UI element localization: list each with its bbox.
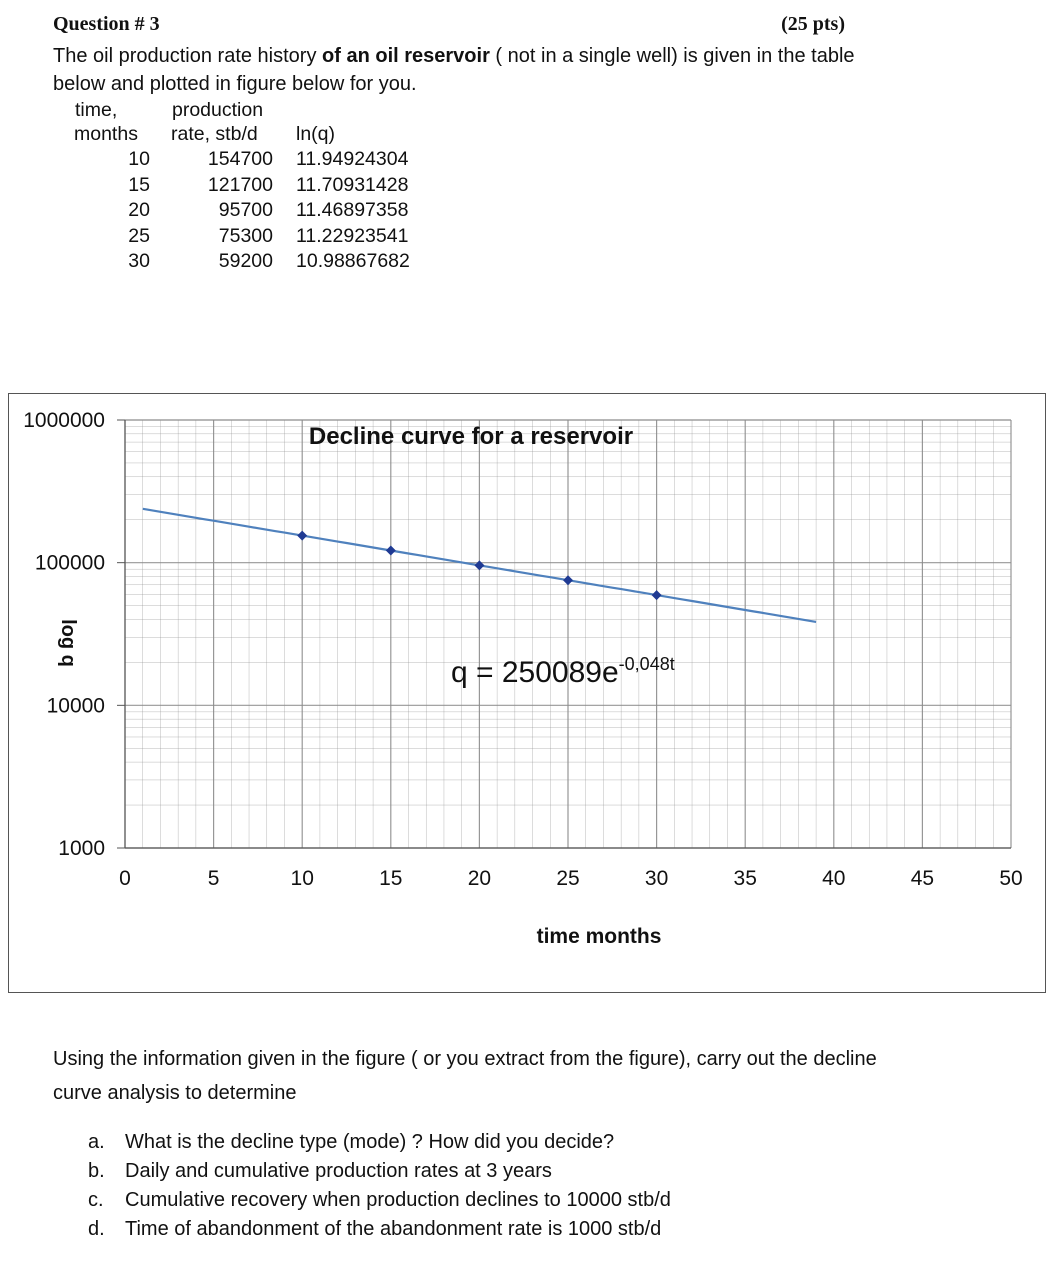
- table-cell-ln: 11.70931428: [296, 173, 409, 196]
- table-header-time: time,: [75, 99, 118, 121]
- table-cell-t: 10: [128, 148, 150, 170]
- table-cell-q: 95700: [218, 199, 273, 221]
- table-cell-ln: 11.94924304: [296, 148, 409, 170]
- instructions: [53, 1042, 1013, 1110]
- x-tick-label: 35: [733, 867, 757, 890]
- instructions-line-1: Using the information given in the figure ( or you extract from the figure), carry out the decline: [53, 1048, 877, 1070]
- list-marker: d.: [88, 1218, 105, 1240]
- table-header-months: months: [74, 123, 138, 145]
- table-cell-q: 75300: [218, 224, 273, 247]
- y-tick-label: 1000000: [23, 409, 105, 432]
- table-header-lnq: ln(q): [296, 123, 336, 145]
- x-tick-label: 25: [556, 867, 580, 890]
- data-point: [474, 560, 484, 570]
- question-header: [53, 13, 853, 41]
- equation-exponent: -0,048t: [618, 654, 675, 674]
- x-tick-label: 5: [207, 867, 220, 890]
- x-tick-label: 10: [290, 867, 314, 890]
- x-tick-label: 45: [910, 867, 935, 890]
- intro-part-d: below and plotted in figure below for you.: [53, 73, 417, 95]
- list-marker: c.: [88, 1189, 104, 1211]
- table-header-production: production: [172, 99, 264, 121]
- table-cell-q: 154700: [207, 148, 273, 170]
- list-text: What is the decline type (mode) ? How did you decide?: [125, 1131, 615, 1153]
- table-cell-ln: 10.98867682: [296, 250, 410, 272]
- intro-part-b: of an oil reservoir: [322, 45, 490, 67]
- table-cell-t: 30: [128, 250, 150, 272]
- y-axis-label: log q: [57, 619, 79, 667]
- instructions-line-2: curve analysis to determine: [53, 1082, 297, 1104]
- chart-title: Decline curve for a reservoir: [308, 423, 634, 450]
- list-marker: a.: [88, 1131, 105, 1153]
- intro-part-c: ( not in a single well) is given in the table: [489, 45, 855, 67]
- trend-equation: [451, 654, 675, 689]
- data-point: [386, 545, 396, 555]
- data-point: [563, 575, 573, 585]
- x-axis-label: time months: [536, 925, 662, 948]
- x-tick-label: 0: [119, 867, 131, 890]
- list-marker: b.: [88, 1160, 105, 1182]
- decline-chart: [8, 393, 1046, 993]
- list-text: Daily and cumulative production rates at 3 years: [125, 1160, 552, 1182]
- question-points: (25 pts): [781, 13, 845, 35]
- table-cell-ln: 11.22923541: [296, 224, 409, 247]
- table-cell-t: 15: [128, 173, 150, 196]
- table-cell-ln: 11.46897358: [296, 199, 409, 221]
- list-text: Time of abandonment of the abandonment rate is 1000 stb/d: [125, 1218, 662, 1240]
- y-tick-label: 1000: [58, 837, 105, 860]
- intro-part-a: The oil production rate history: [53, 45, 323, 67]
- data-point: [297, 531, 307, 541]
- x-tick-label: 40: [822, 867, 846, 890]
- table-cell-t: 25: [128, 224, 150, 247]
- x-tick-label: 50: [999, 867, 1023, 890]
- table-cell-q: 121700: [207, 173, 273, 196]
- x-tick-label: 30: [644, 867, 669, 890]
- table-header-rate: rate, stb/d: [171, 123, 258, 145]
- question-intro: [53, 42, 973, 98]
- question-title: Question # 3: [53, 13, 160, 35]
- list-text: Cumulative recovery when production declines to 10000 stb/d: [125, 1189, 671, 1211]
- table-cell-q: 59200: [218, 250, 273, 272]
- y-tick-label: 10000: [46, 694, 105, 718]
- equation-base: q = 250089e: [451, 656, 619, 689]
- y-tick-label: 100000: [34, 551, 105, 575]
- x-tick-label: 15: [379, 867, 403, 890]
- table-cell-t: 20: [128, 199, 150, 221]
- x-tick-label: 20: [467, 867, 492, 890]
- chart-svg: [9, 394, 1045, 992]
- data-point: [652, 590, 662, 600]
